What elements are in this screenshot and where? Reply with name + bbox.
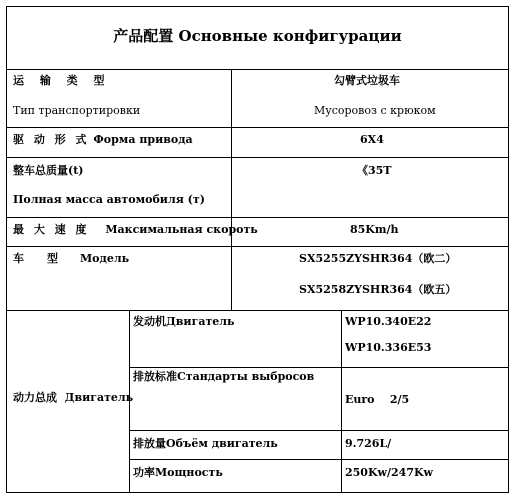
speed-label-ru: Максимальная скороть bbox=[105, 223, 258, 236]
engine-value-2: WP10.336E53 bbox=[345, 341, 432, 354]
power-output-value: 250Kw/247Kw bbox=[345, 466, 433, 479]
drive-label-ru: Форма привода bbox=[93, 133, 193, 146]
transport-value-ru: Мусоровоз с крюком bbox=[314, 104, 436, 117]
column-divider bbox=[231, 69, 232, 310]
row-divider bbox=[6, 310, 509, 311]
speed-label-cn: 最 大 速 度 bbox=[13, 223, 90, 236]
power-output-label: 功率Мощность bbox=[133, 466, 223, 479]
drive-value: 6X4 bbox=[360, 133, 384, 146]
row-divider bbox=[6, 217, 509, 218]
transport-label-cn: 运 输 类 型 bbox=[13, 74, 111, 87]
engine-label: 发动机Двигатель bbox=[133, 315, 235, 328]
model-value-2: SX5258ZYSHR364（欧五） bbox=[299, 283, 457, 296]
mass-value: 《35T bbox=[357, 164, 392, 177]
column-divider bbox=[341, 310, 342, 493]
row-divider bbox=[6, 69, 509, 70]
row-divider bbox=[6, 246, 509, 247]
speed-value: 85Km/h bbox=[350, 223, 399, 236]
transport-value-cn: 勾臂式垃圾车 bbox=[334, 74, 400, 87]
mass-label-cn: 整车总质量(t) bbox=[13, 164, 84, 177]
model-label-ru: Модель bbox=[79, 252, 130, 265]
power-group-label: 动力总成 Двигатель bbox=[13, 391, 134, 404]
model-label-cn: 车 型 bbox=[13, 252, 58, 265]
drive-label-cn: 驱 动 形 式 bbox=[13, 133, 90, 146]
sub-row-divider bbox=[129, 459, 509, 460]
drive-label bbox=[13, 133, 193, 146]
model-label bbox=[13, 252, 129, 265]
sub-row-divider bbox=[129, 430, 509, 431]
displacement-value: 9.726L/ bbox=[345, 437, 392, 450]
page-title: 产品配置 Основные конфигурации bbox=[113, 27, 402, 45]
sub-row-divider bbox=[129, 367, 509, 368]
emission-value: Euro 2/5 bbox=[345, 393, 410, 406]
speed-label bbox=[13, 223, 258, 236]
row-divider bbox=[6, 157, 509, 158]
mass-label-ru: Полная масса автомобиля (т) bbox=[13, 193, 205, 206]
transport-label-ru: Тип транспортировки bbox=[13, 104, 141, 117]
emission-label: 排放标准Стандарты выбросов bbox=[133, 370, 315, 383]
displacement-label: 排放量Объём двигатель bbox=[133, 437, 278, 450]
engine-value-1: WP10.340E22 bbox=[345, 315, 432, 328]
model-value-1: SX5255ZYSHR364（欧二） bbox=[299, 252, 457, 265]
row-divider bbox=[6, 127, 509, 128]
